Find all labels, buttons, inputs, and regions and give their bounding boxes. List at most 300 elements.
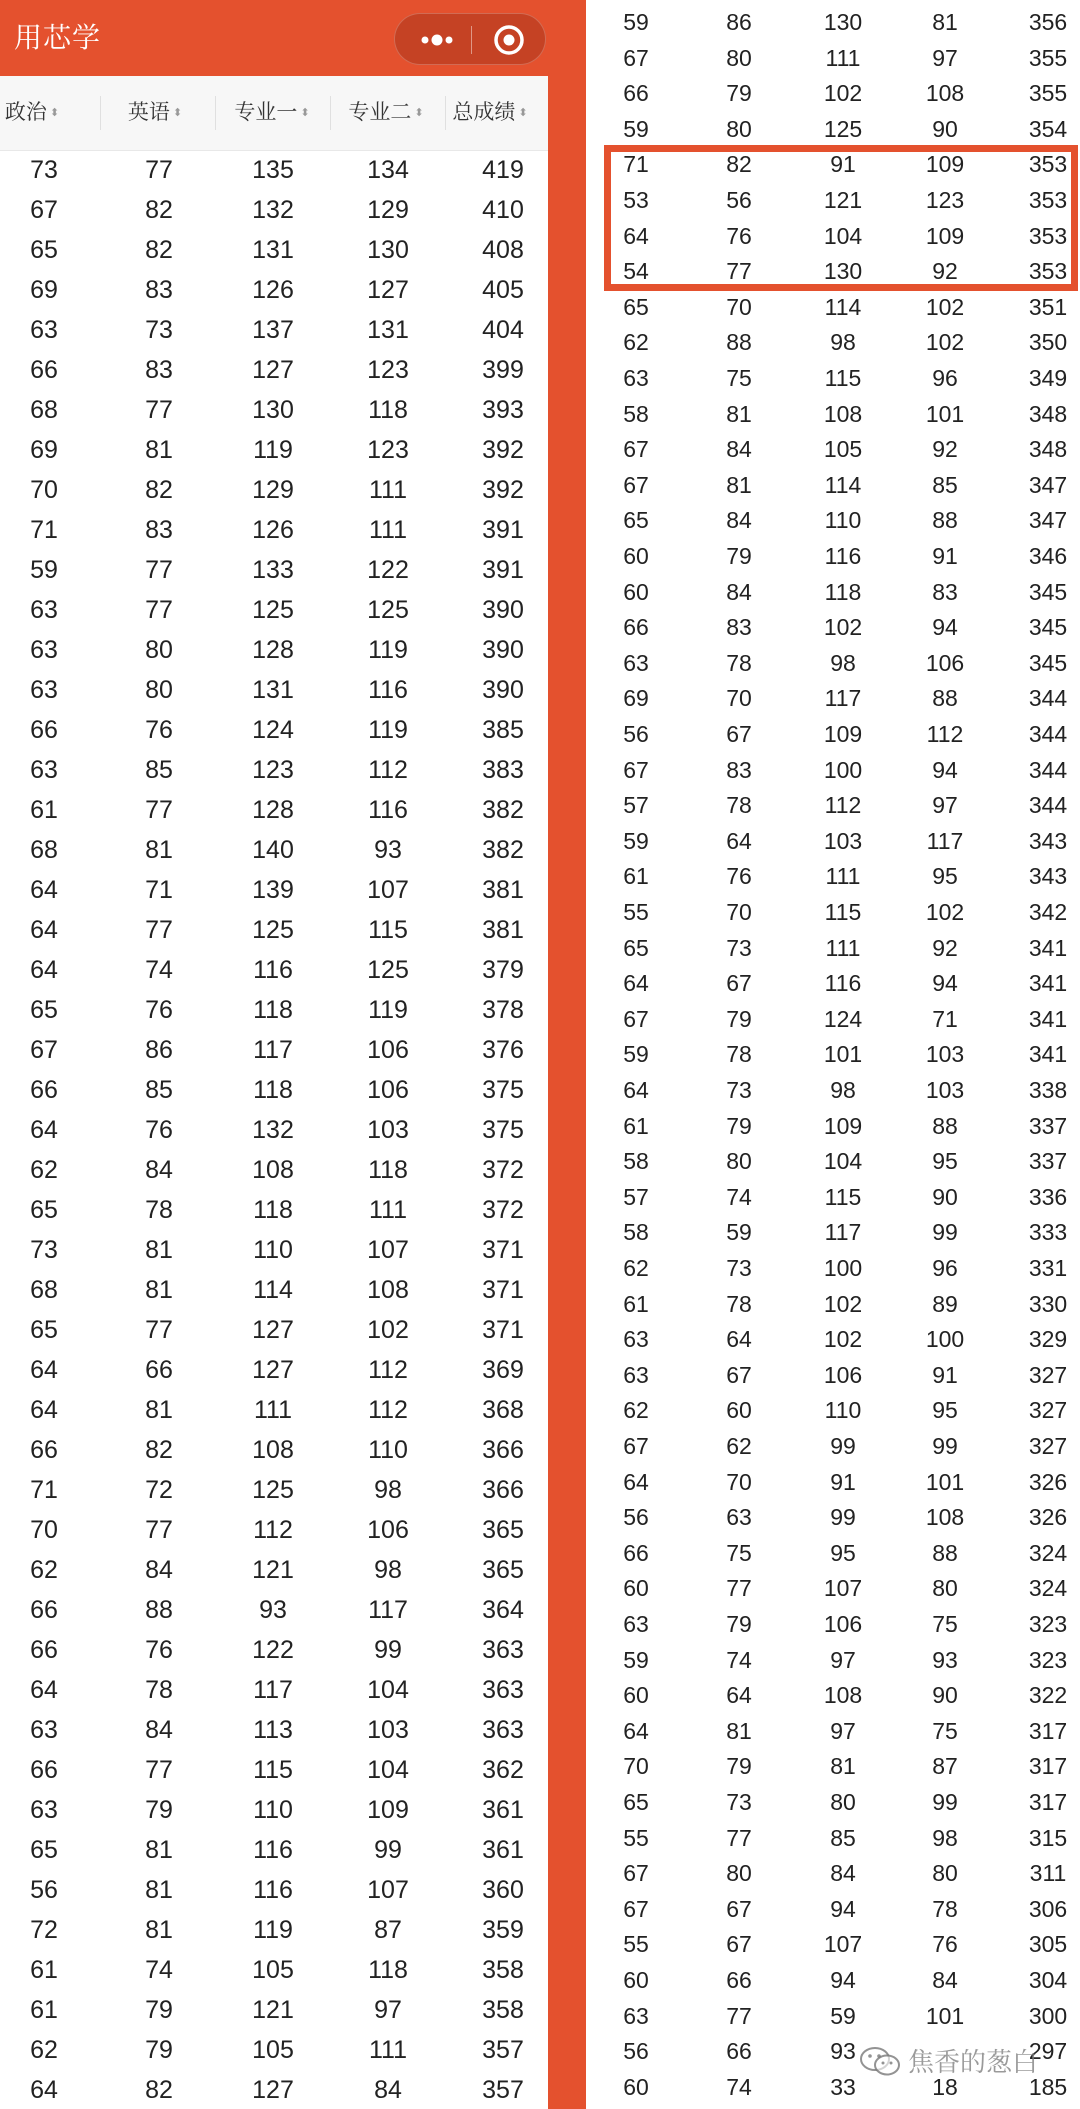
table-row [0,1070,548,1110]
table-cell: 93 [932,1646,958,1673]
table-row [586,111,1080,147]
table-cell: 99 [830,1504,856,1531]
table-cell: 80 [932,1575,958,1602]
table-cell: 84 [374,2076,402,2104]
table-row [586,574,1080,610]
table-cell: 135 [252,156,294,184]
table-cell: 58 [623,1148,649,1175]
table-cell: 110 [368,1436,408,1464]
table-cell: 112 [368,1356,408,1384]
table-cell: 110 [824,507,862,534]
table-cell: 77 [145,596,173,624]
table-cell: 88 [932,685,958,712]
table-cell: 60 [623,2073,649,2100]
table-cell: 94 [932,970,958,997]
table-cell: 72 [145,1476,173,1504]
table-cell: 126 [252,276,294,304]
table-cell: 103 [925,1077,965,1103]
table-cell: 92 [932,436,958,463]
app-header [0,0,548,76]
table-cell: 81 [145,436,173,464]
table-row [0,1230,548,1270]
column-header-label: 专业二 [348,101,412,124]
table-cell: 67 [623,1005,649,1032]
table-cell: 363 [482,1716,524,1744]
table-cell: 364 [482,1596,524,1624]
table-row [586,1036,1080,1072]
table-cell: 66 [726,2038,752,2065]
table-cell: 18 [932,2073,958,2100]
table-cell: 63 [623,1326,649,1353]
table-row [586,182,1080,218]
table-cell: 80 [830,1789,856,1815]
table-row [586,1535,1080,1571]
table-cell: 83 [932,578,958,605]
table-cell: 133 [252,556,294,584]
table-cell: 91 [830,151,856,178]
header-separator [445,96,446,130]
app-title: 用芯学 [14,22,102,53]
table-cell: 66 [30,1436,58,1464]
table-cell: 98 [830,329,856,356]
table-cell: 58 [623,400,649,427]
table-cell: 341 [1028,1041,1068,1068]
table-cell: 99 [932,1219,958,1246]
table-cell: 65 [30,1836,58,1864]
table-row [0,750,548,790]
sort-arrows-icon[interactable]: ⬍ [518,107,528,120]
table-cell: 60 [623,543,649,569]
table-cell: 74 [726,1183,752,1210]
table-cell: 80 [726,115,752,142]
table-cell: 56 [623,2038,649,2065]
table-cell: 383 [482,756,524,784]
table-cell: 338 [1028,1077,1068,1103]
table-cell: 102 [925,293,965,320]
table-cell: 68 [30,396,58,424]
table-cell: 77 [145,396,173,424]
table-cell: 99 [374,1636,402,1664]
table-cell: 131 [252,236,294,264]
table-cell: 106 [823,1611,863,1637]
table-cell: 104 [823,222,863,249]
table-cell: 85 [932,471,958,498]
table-cell: 371 [482,1316,524,1344]
table-cell: 80 [726,1148,752,1175]
table-cell: 122 [367,556,409,584]
table-cell: 97 [932,792,958,819]
table-cell: 344 [1028,685,1068,712]
table-cell: 64 [30,956,58,984]
table-cell: 75 [932,1611,958,1637]
table-cell: 85 [145,756,173,784]
table-cell: 59 [726,1219,752,1246]
table-cell: 76 [145,1116,173,1144]
table-cell: 88 [145,1596,173,1624]
table-cell: 118 [368,1156,408,1184]
table-row [586,467,1080,503]
table-row [586,431,1080,467]
table-cell: 67 [623,436,649,463]
table-row [0,670,548,710]
table-cell: 83 [726,756,752,783]
table-cell: 73 [726,1789,752,1815]
table-cell: 106 [925,649,965,676]
table-cell: 125 [823,115,863,142]
table-cell: 130 [823,9,863,35]
table-cell: 97 [374,1996,402,2024]
table-cell: 93 [259,1596,287,1624]
table-cell: 108 [925,1504,965,1531]
table-row [586,1677,1080,1713]
table-cell: 127 [367,276,409,304]
table-row [0,430,548,470]
table-cell: 65 [30,236,58,264]
table-cell: 70 [30,1516,58,1544]
table-cell: 125 [367,956,409,984]
table-cell: 87 [374,1916,402,1944]
table-cell: 111 [368,516,407,544]
table-cell: 84 [145,1716,173,1744]
table-cell: 112 [926,721,964,747]
more-dots-icon[interactable] [409,22,465,58]
table-row [586,1606,1080,1642]
table-row [0,1830,548,1870]
table-cell: 112 [253,1516,293,1544]
table-cell: 55 [623,899,649,925]
table-cell: 84 [726,578,752,605]
table-cell: 106 [367,1516,409,1544]
table-cell: 185 [1028,2073,1068,2100]
table-cell: 79 [726,543,752,569]
table-cell: 80 [145,636,173,664]
table-cell: 99 [374,1836,402,1864]
table-row [0,190,548,230]
table-cell: 81 [726,1717,752,1744]
table-cell: 109 [367,1796,409,1824]
table-cell: 54 [623,258,649,285]
table-cell: 66 [623,1539,649,1566]
table-cell: 98 [830,649,856,676]
table-cell: 341 [1028,970,1068,997]
table-cell: 70 [726,685,752,712]
table-cell: 365 [482,1556,524,1584]
table-cell: 109 [823,721,863,747]
table-cell: 305 [1028,1931,1068,1958]
table-cell: 64 [623,970,649,997]
table-cell: 84 [145,1156,173,1184]
table-row [586,1784,1080,1820]
table-cell: 125 [252,916,294,944]
record-close-icon[interactable] [481,20,537,60]
table-cell: 345 [1028,649,1068,676]
table-cell: 108 [252,1436,294,1464]
table-cell: 336 [1028,1183,1068,1210]
table-cell: 107 [823,1931,863,1958]
table-cell: 60 [623,578,649,605]
table-cell: 81 [145,1916,173,1944]
table-cell: 64 [623,1468,649,1495]
table-row [586,502,1080,538]
table-cell: 126 [252,516,294,544]
table-row [0,310,548,350]
table-cell: 124 [823,1005,863,1032]
table-cell: 88 [932,1539,958,1566]
column-header-total[interactable] [433,76,548,150]
table-cell: 372 [482,1196,524,1224]
table-cell: 381 [482,916,524,944]
table-cell: 408 [482,236,524,264]
table-cell: 349 [1028,365,1068,391]
table-row [0,830,548,870]
table-cell: 123 [252,756,294,784]
table-cell: 97 [932,44,958,71]
table-cell: 118 [253,1076,293,1104]
table-cell: 66 [30,1076,58,1104]
table-row [586,823,1080,859]
table-row [0,630,548,670]
column-header-politics[interactable] [0,76,77,150]
table-cell: 356 [1028,9,1068,35]
column-header-label: 政治 [4,101,47,124]
table-row [586,1570,1080,1606]
table-row [586,1357,1080,1393]
table-cell: 108 [367,1276,409,1304]
table-cell: 67 [623,1860,649,1887]
table-cell: 392 [482,476,524,504]
table-cell: 77 [145,916,173,944]
table-cell: 304 [1028,1967,1068,1993]
table-cell: 337 [1028,1112,1068,1139]
table-cell: 111 [368,1196,407,1224]
table-cell: 95 [932,1397,958,1424]
table-cell: 300 [1028,2002,1068,2029]
table-cell: 132 [252,196,294,224]
table-cell: 101 [925,2002,965,2029]
table-cell: 317 [1028,1717,1068,1744]
table-cell: 361 [482,1836,524,1864]
table-row [586,1499,1080,1535]
table-row [586,253,1080,289]
table-cell: 70 [30,476,58,504]
table-cell: 65 [623,1789,649,1815]
orange-divider [548,0,586,2109]
table-cell: 53 [623,187,649,213]
table-cell: 382 [482,836,524,864]
table-cell: 81 [145,1236,173,1264]
table-cell: 110 [253,1796,293,1824]
table-cell: 66 [726,1967,752,1993]
table-cell: 94 [932,756,958,783]
table-cell: 366 [482,1436,524,1464]
table-cell: 84 [830,1860,856,1887]
table-row [0,1750,548,1790]
table-cell: 115 [824,1183,862,1210]
table-cell: 67 [726,1931,752,1958]
table-cell: 84 [726,436,752,463]
table-cell: 66 [30,1636,58,1664]
table-row [0,390,548,430]
table-cell: 128 [252,796,294,824]
table-cell: 105 [252,2036,294,2064]
table-row [0,990,548,1030]
table-cell: 128 [252,636,294,664]
table-cell: 125 [367,596,409,624]
table-cell: 61 [30,1996,58,2024]
table-cell: 81 [145,1876,173,1904]
table-cell: 57 [623,792,649,819]
table-cell: 355 [1028,80,1068,107]
table-cell: 62 [623,1255,649,1281]
table-cell: 127 [252,1316,294,1344]
table-cell: 391 [482,516,524,544]
table-cell: 63 [623,1611,649,1637]
table-cell: 57 [623,1183,649,1210]
table-cell: 73 [30,156,58,184]
table-cell: 64 [30,1396,58,1424]
table-cell: 329 [1028,1326,1068,1353]
table-cell: 64 [623,1717,649,1744]
table-cell: 109 [925,151,965,178]
table-cell: 112 [368,1396,408,1424]
table-cell: 71 [145,876,173,904]
table-cell: 65 [30,996,58,1024]
table-cell: 107 [367,876,409,904]
table-cell: 134 [367,156,409,184]
table-cell: 78 [145,1676,173,1704]
table-cell: 62 [30,2036,58,2064]
table-cell: 82 [145,476,173,504]
table-cell: 111 [253,1396,292,1424]
table-cell: 114 [824,471,862,498]
table-cell: 67 [623,1433,649,1459]
table-cell: 333 [1028,1219,1068,1246]
sort-arrows-icon[interactable]: ⬍ [172,107,183,120]
table-cell: 59 [623,1041,649,1068]
table-cell: 82 [145,2076,173,2104]
table-cell: 95 [932,863,958,890]
table-cell: 91 [932,543,958,569]
table-cell: 116 [824,970,862,997]
table-cell: 317 [1028,1789,1068,1815]
table-row [0,1270,548,1310]
table-row [586,930,1080,966]
table-cell: 101 [925,1468,965,1495]
table-cell: 73 [145,316,173,344]
table-cell: 66 [145,1356,173,1384]
table-cell: 64 [726,1682,752,1709]
table-cell: 85 [145,1076,173,1104]
table-cell: 324 [1028,1575,1068,1602]
table-cell: 76 [145,1636,173,1664]
column-header-major-two[interactable] [329,76,444,150]
table-cell: 106 [823,1361,863,1388]
table-cell: 100 [823,756,863,783]
table-cell: 99 [830,1433,856,1459]
table-cell: 63 [726,1504,752,1531]
table-row [586,1748,1080,1784]
table-cell: 110 [253,1236,293,1264]
table-cell: 140 [252,836,294,864]
table-cell: 350 [1028,329,1068,356]
table-row [0,510,548,550]
table-cell: 80 [145,676,173,704]
table-cell: 103 [823,827,863,854]
column-header-english[interactable] [100,76,210,150]
table-cell: 73 [726,1255,752,1281]
table-cell: 70 [726,293,752,320]
table-cell: 343 [1028,863,1068,890]
table-row [0,1710,548,1750]
table-cell: 67 [726,1361,752,1388]
watermark-text: 焦香的葱白 [908,2047,1039,2077]
table-cell: 75 [932,1717,958,1744]
table-cell: 354 [1028,115,1068,142]
table-cell: 102 [925,329,965,356]
table-cell: 119 [253,1916,293,1944]
table-cell: 117 [253,1036,293,1064]
table-cell: 326 [1028,1504,1068,1531]
header-separator [100,96,101,130]
table-cell: 100 [823,1255,863,1281]
table-row [586,1001,1080,1037]
table-cell: 77 [726,1824,752,1851]
sort-arrows-icon[interactable]: ⬍ [300,107,310,120]
table-cell: 98 [374,1476,402,1504]
table-cell: 111 [368,2036,407,2064]
table-cell: 96 [932,1255,958,1281]
table-cell: 59 [623,1646,649,1673]
table-cell: 98 [374,1556,402,1584]
table-cell: 63 [623,2002,649,2029]
table-cell: 81 [145,1396,173,1424]
table-row [0,350,548,390]
table-cell: 116 [253,956,293,984]
table-cell: 351 [1028,293,1068,320]
table-row [0,2070,548,2109]
table-row [586,360,1080,396]
header-separator [330,96,331,130]
table-cell: 112 [368,756,408,784]
table-cell: 353 [1028,222,1068,249]
table-cell: 119 [368,636,408,664]
sort-arrows-icon[interactable]: ⬍ [49,107,60,120]
table-cell: 77 [145,156,173,184]
table-cell: 369 [482,1356,524,1384]
table-cell: 368 [482,1396,524,1424]
table-cell: 88 [932,1112,958,1139]
table-cell: 59 [30,556,58,584]
table-cell: 121 [823,187,863,213]
table-cell: 82 [145,196,173,224]
table-cell: 61 [30,796,58,824]
table-cell: 123 [925,187,965,213]
table-row [586,146,1080,182]
table-cell: 111 [368,476,407,504]
table-cell: 80 [726,44,752,71]
column-header-major-one[interactable] [215,76,330,150]
table-cell: 92 [932,934,958,961]
table-row [586,716,1080,752]
table-cell: 382 [482,796,524,824]
table-cell: 129 [252,476,294,504]
table-row [586,40,1080,76]
table-cell: 358 [482,1956,524,1984]
table-cell: 105 [823,436,863,463]
table-row [0,1030,548,1070]
sort-arrows-icon[interactable]: ⬍ [414,107,424,120]
table-cell: 129 [367,196,409,224]
